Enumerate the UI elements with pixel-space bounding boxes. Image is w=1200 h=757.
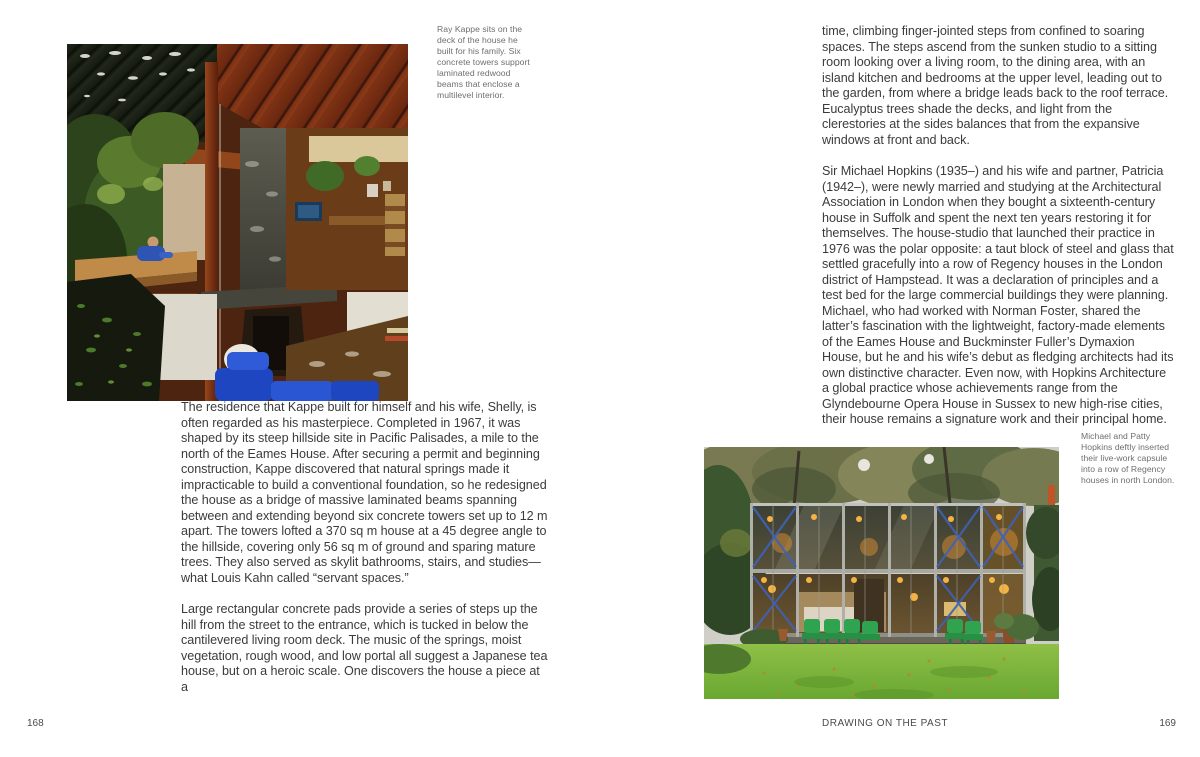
hopkins-house-photo (704, 447, 1059, 699)
kappe-photo-caption: Ray Kappe sits on the deck of the house he built for his family. Six concrete towers support laminated redwood beams that enclose a multilevel interior. (437, 24, 530, 100)
hopkins-photo-caption: Michael and Patty Hopkins deftly inserted their live-work capsule into a row of Regency houses in north London. (1081, 431, 1175, 485)
right-paragraph-2: Sir Michael Hopkins (1935–) and his wife and partner, Patricia (1942–), were newly married and studying at the Architectural Association in London when they bought a sixteenth-century house in Suffolk and spent the next ten years restoring it for themselves. The house-studio that launched their practice in 1976 was the polar opposite: a taut block of steel and glass that settled gracefully into a row of Regency houses in the London district of Hampstead. It was a declaration of principles and a test bed for the large commercial buildings they were planning. Michael, who had worked with Norman Foster, shared the latter’s fascination with the lightweight, factory-made elements of the Eames House and Buckminster Fuller’s Dymaxion House, but he and his wife’s debut as fledging architects had its own distinctive character. Even now, with Hopkins Architecture a global practice whose achievements range from the Glyndebourne Opera House in Sussex to new high-rise cities, their house remains a signature work and their principal home. (822, 164, 1174, 426)
right-paragraph-1: time, climbing finger-jointed steps from confined to soaring spaces. The steps ascend from the sunken studio to a sitting room looking over a living room, to the dining area, with an island kitchen and bedrooms at the upper level, leading out to the garden, from where a bridge leads back to the roof terrace. Eucalyptus trees shade the decks, and light from the clerestories at the sides balances that from the expansive windows at front and back. (822, 24, 1169, 147)
right-body-text (822, 24, 1174, 444)
kappe-house-interior-photo (67, 44, 408, 401)
page-number-left: 168 (27, 718, 44, 729)
left-body-text (181, 400, 548, 711)
left-paragraph-1: The residence that Kappe built for himself and his wife, Shelly, is often regarded as his masterpiece. Completed in 1967, it was shaped by its steep hillside site in Pacific Palisades, a mile to the north of the Eames House. After securing a permit and beginning construction, Kappe discovered that natural springs made it impracticable to build a conventional foundation, so he redesigned the house as a bridge of massive laminated beams spanning between and extending beyond six concrete towers set up to 12 m apart. The towers lofted a 370 sq m house at a 45 degree angle to the hillside, covering only 56 sq m of ground and sparing mature trees. They also served as skylit bathrooms, stairs, and studies—what Louis Kahn called “servant spaces.” (181, 400, 548, 585)
left-paragraph-2: Large rectangular concrete pads provide a series of steps up the hill from the street to the entrance, which is tucked in below the cantilevered living room deck. The music of the springs, moist vegetation, rough wood, and low portal all suggest a Japanese tea house, but on a heroic scale. One discovers the house a piece at a (181, 602, 548, 694)
running-title: DRAWING ON THE PAST (822, 718, 948, 729)
page-number-right: 169 (1159, 718, 1176, 729)
